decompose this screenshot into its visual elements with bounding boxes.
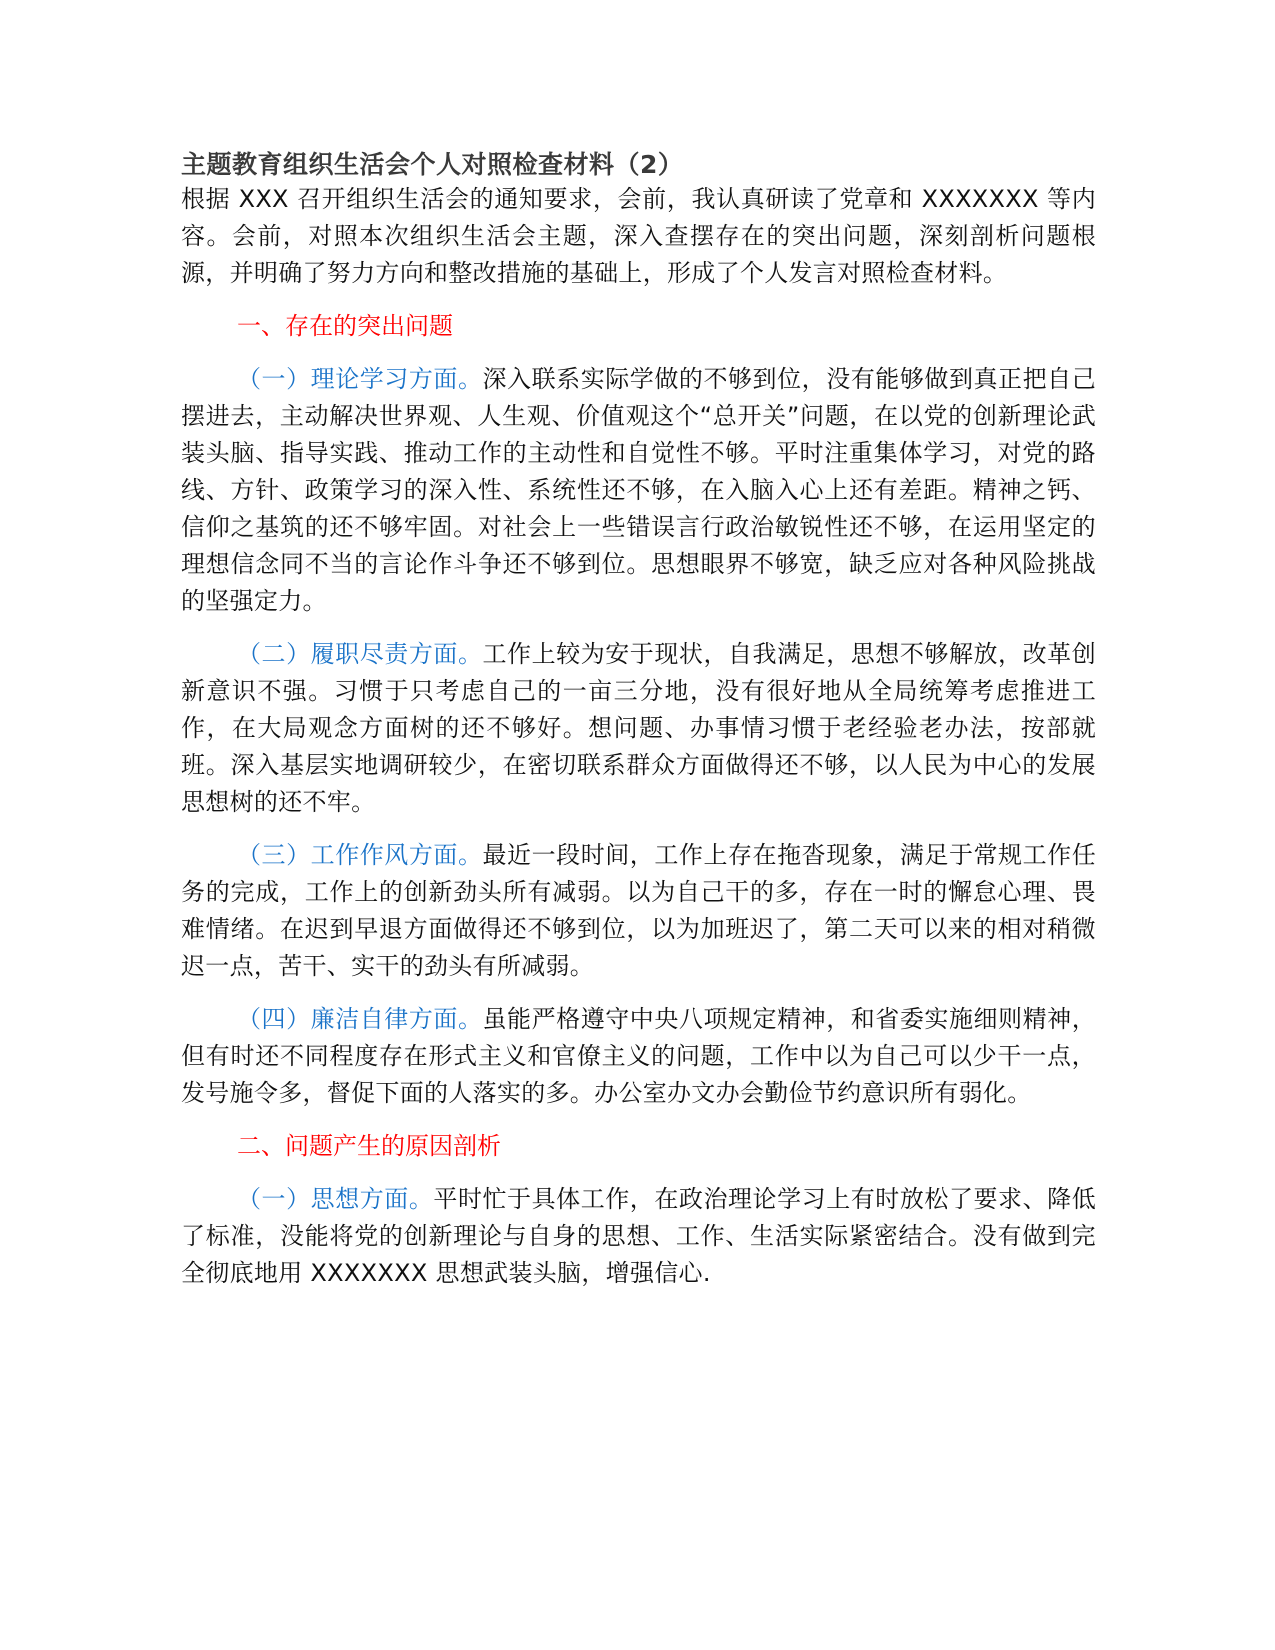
paragraph-work-style (181, 837, 1096, 985)
paragraph-integrity (181, 1001, 1096, 1112)
paragraph-duty-performance (181, 636, 1096, 821)
section-heading-causes: 二、问题产生的原因剖析 (237, 1132, 501, 1160)
intro-paragraph: 根据 XXX 召开组织生活会的通知要求，会前，我认真研读了党章和 XXXXXXX 等内容。会前，对照本次组织生活会主题，深入查摆存在的突出问题，深刻剖析问题根源，并明确了努力方向和整改措施的基础上，形成了个人发言对照检查材料。 (181, 185, 1096, 287)
section-heading-problems: 一、存在的突出问题 (237, 312, 453, 340)
paragraph-text: 深入联系实际学做的不够到位，没有能够做到真正把自己摆进去，主动解决世界观、人生观、价值观这个“总开关”问题，在以党的创新理论武装头脑、指导实践、推动工作的主动性和自觉性不够。平时注重集体学习，对党的路线、方针、政策学习的深入性、系统性还不够，在入脑入心上还有差距。精神之钙、信仰之基筑的还不够牢固。对社会上一些错误言行政治敏锐性还不够，在运用坚定的理想信念同不当的言论作斗争还不够到位。思想眼界不够宽，缺乏应对各种风险挑战的坚强定力。 (181, 365, 1096, 615)
paragraph-ideology (181, 1181, 1096, 1292)
document-title: 主题教育组织生活会个人对照检查材料（2） (181, 150, 684, 179)
paragraph-text: 平时忙于具体工作，在政治理论学习上有时放松了要求、降低了标准，没能将党的创新理论与自身的思想、工作、生活实际紧密结合。没有做到完全彻底地用 XXXXXXX 思想武装头脑，增强信心. (181, 1185, 1096, 1287)
paragraph-text: 虽能严格遵守中央八项规定精神，和省委实施细则精神，但有时还不同程度存在形式主义和官僚主义的问题，工作中以为自己可以少干一点，发号施令多，督促下面的人落实的多。办公室办文办会勤俭节约意识所有弱化。 (181, 1005, 1096, 1107)
paragraph-lead: （二）履职尽责方面。 (237, 640, 483, 668)
paragraph-lead: （一）思想方面。 (237, 1185, 434, 1213)
paragraph-text: 工作上较为安于现状，自我满足，思想不够解放，改革创新意识不强。习惯于只考虑自己的一亩三分地，没有很好地从全局统筹考虑推进工作，在大局观念方面树的还不够好。想问题、办事情习惯于老经验老办法，按部就班。深入基层实地调研较少，在密切联系群众方面做得还不够，以人民为中心的发展思想树的还不牢。 (181, 640, 1096, 816)
paragraph-lead: （四）廉洁自律方面。 (237, 1005, 483, 1033)
paragraph-lead: （三）工作作风方面。 (237, 841, 483, 869)
document-page (181, 150, 1096, 1292)
paragraph-text: 最近一段时间，工作上存在拖沓现象，满足于常规工作任务的完成，工作上的创新劲头所有减弱。以为自己干的多，存在一时的懈怠心理、畏难情绪。在迟到早退方面做得还不够到位，以为加班迟了，第二天可以来的相对稍微迟一点，苦干、实干的劲头有所减弱。 (181, 841, 1096, 980)
paragraph-lead: （一）理论学习方面。 (237, 365, 483, 393)
paragraph-theory-study (181, 361, 1096, 620)
